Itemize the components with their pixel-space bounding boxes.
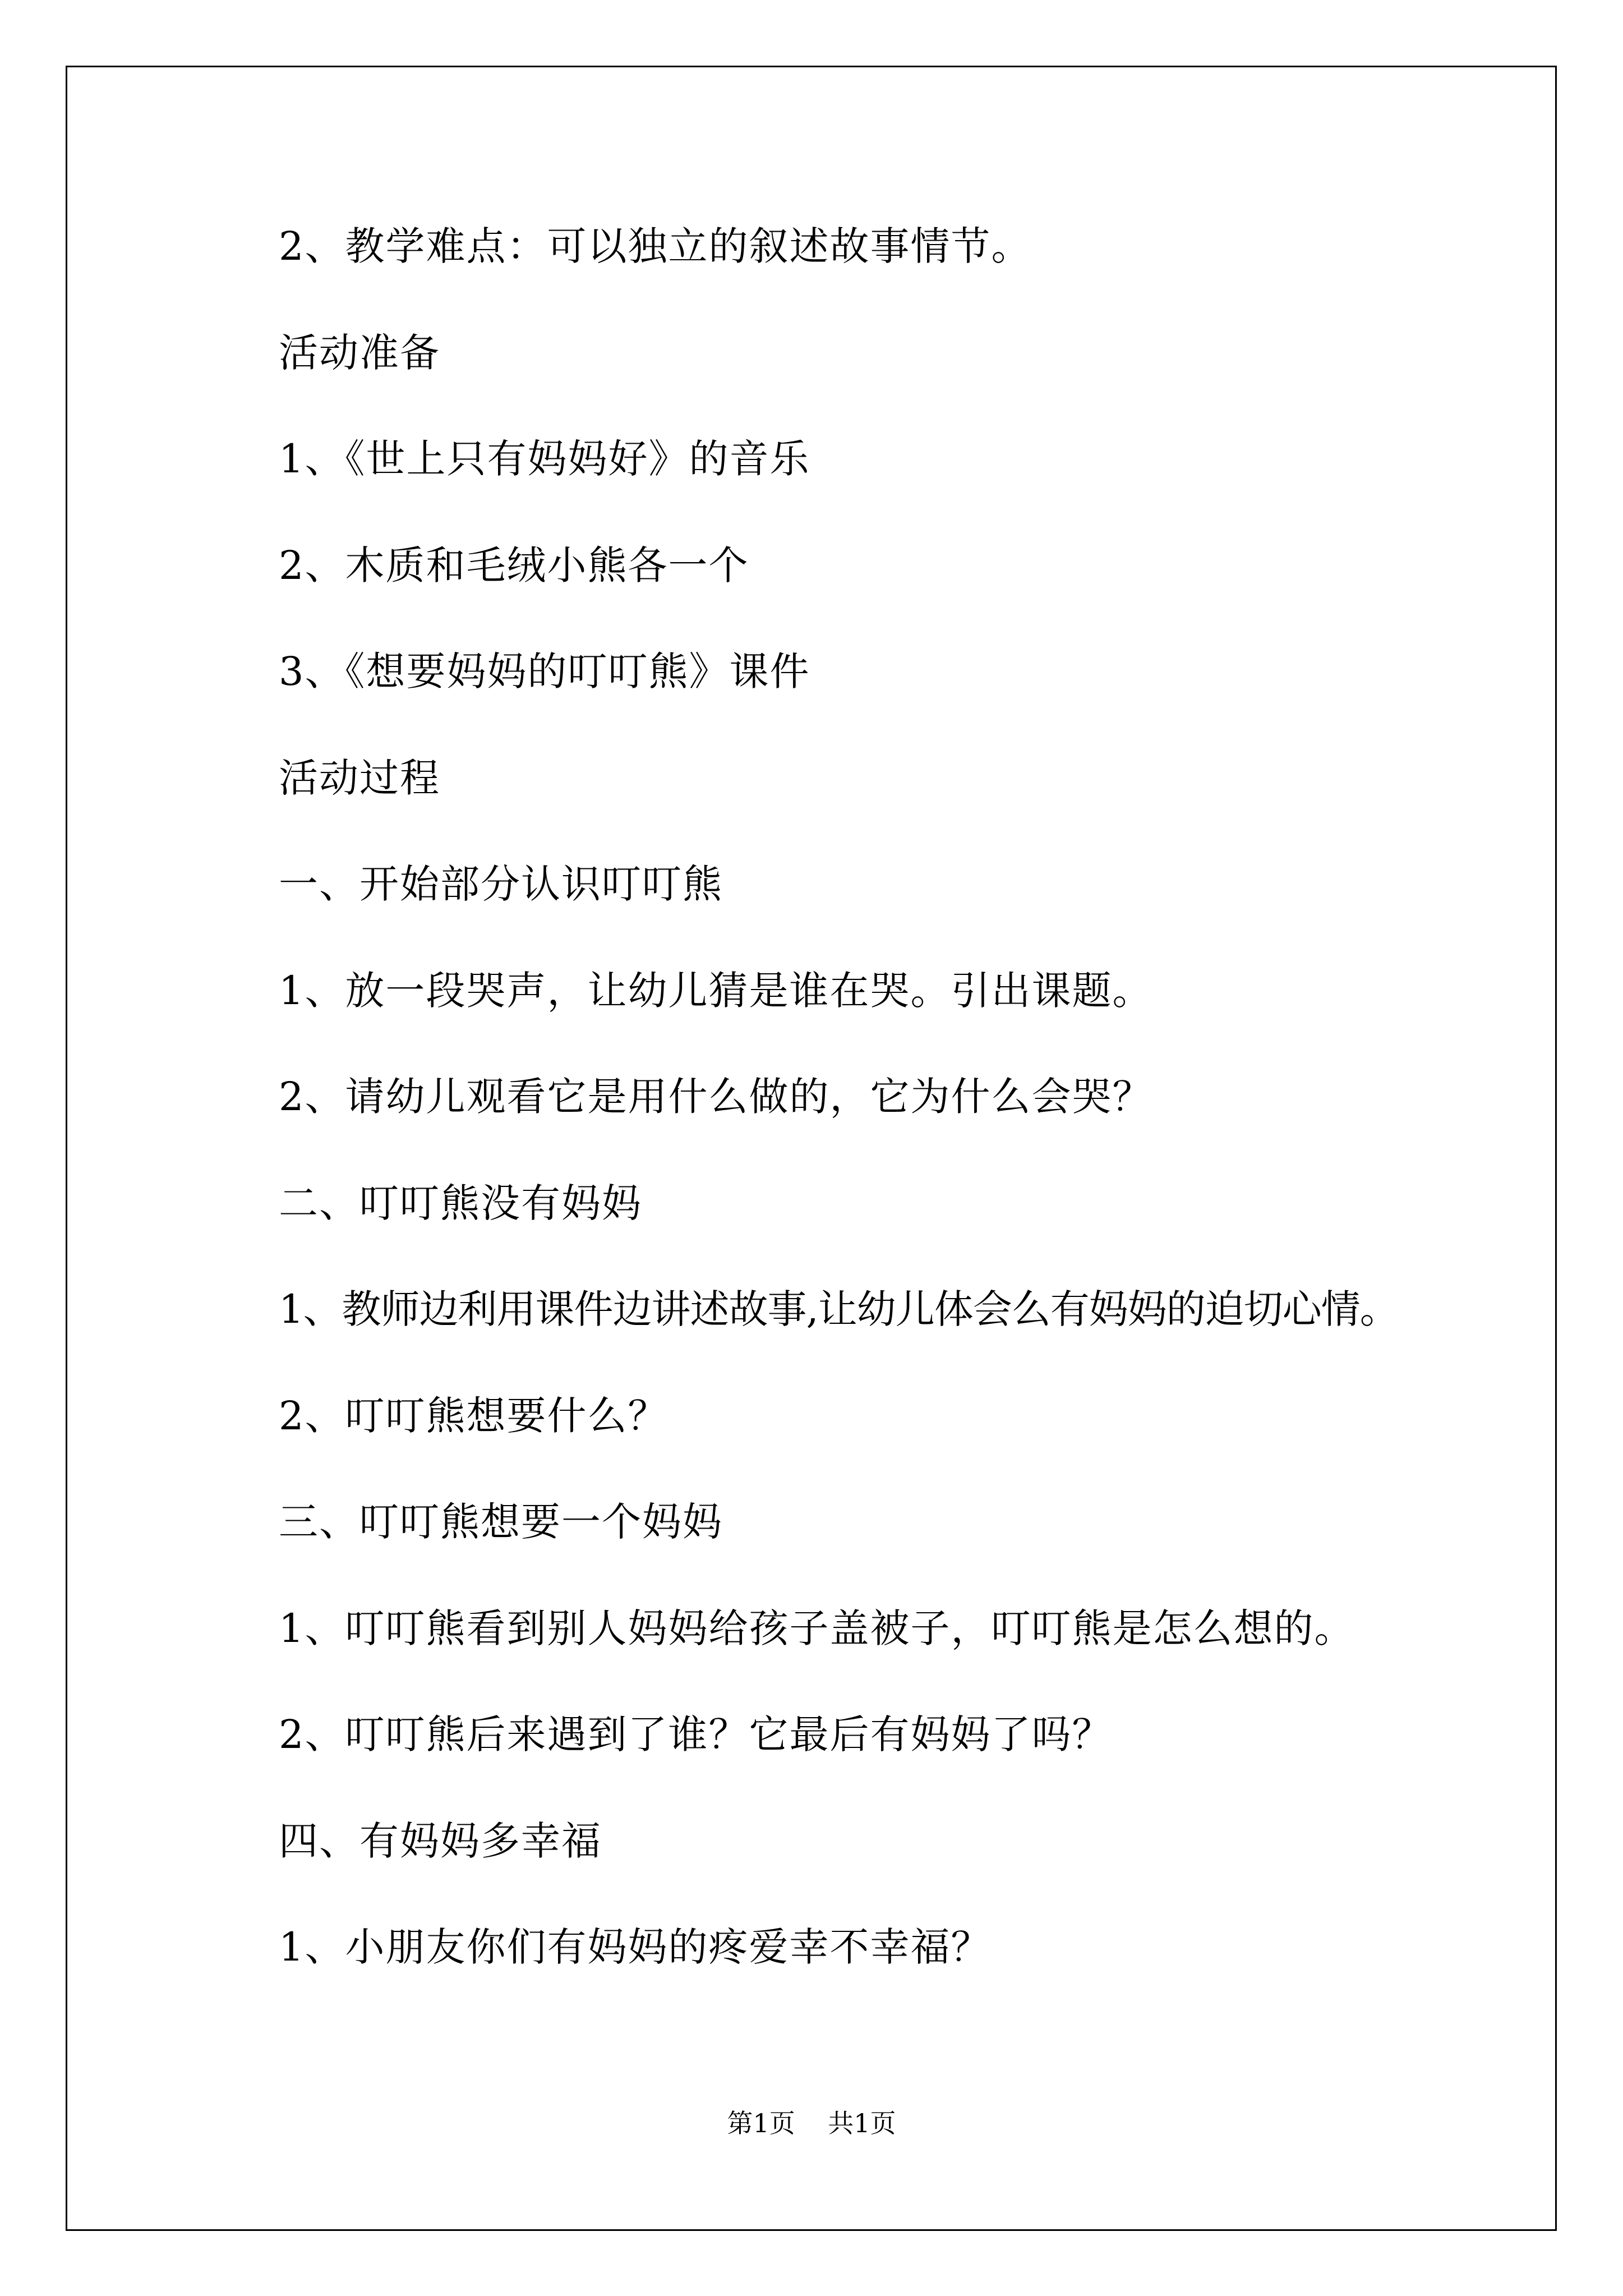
paragraph: 1、《世上只有妈妈好》的音乐 [279, 436, 810, 482]
paragraph: 1、教师边利用课件边讲述故事,让幼儿体会么有妈妈的迫切心情。 [279, 1286, 1399, 1332]
paragraph: 1、叮叮熊看到别人妈妈给孩子盖被子，叮叮熊是怎么想的。 [279, 1605, 1355, 1651]
section-heading: 四、有妈妈多幸福 [279, 1818, 602, 1864]
section-heading: 二、叮叮熊没有妈妈 [279, 1180, 642, 1226]
paragraph: 1、放一段哭声，让幼儿猜是谁在哭。引出课题。 [279, 967, 1153, 1014]
paragraph: 2、叮叮熊想要什么？ [279, 1392, 668, 1439]
document-body [279, 213, 1541, 2021]
paragraph: 2、叮叮熊后来遇到了谁？它最后有妈妈了吗？ [279, 1711, 1113, 1757]
paragraph: 3、《想要妈妈的叮叮熊》课件 [279, 648, 810, 694]
paragraph: 1、小朋友你们有妈妈的疼爱幸不幸福？ [279, 1924, 992, 1970]
page-number-footer: 第1页 共1页 [727, 2108, 896, 2138]
section-heading: 三、叮叮熊想要一个妈妈 [279, 1499, 723, 1545]
section-heading: 活动准备 [279, 329, 440, 376]
paragraph: 2、请幼儿观看它是用什么做的，它为什么会哭？ [279, 1074, 1153, 1120]
paragraph: 2、木质和毛绒小熊各一个 [279, 542, 749, 588]
paragraph: 2、教学难点：可以独立的叙述故事情节。 [279, 223, 1032, 269]
section-heading: 活动过程 [279, 754, 440, 801]
section-heading: 一、开始部分认识叮叮熊 [279, 861, 723, 907]
